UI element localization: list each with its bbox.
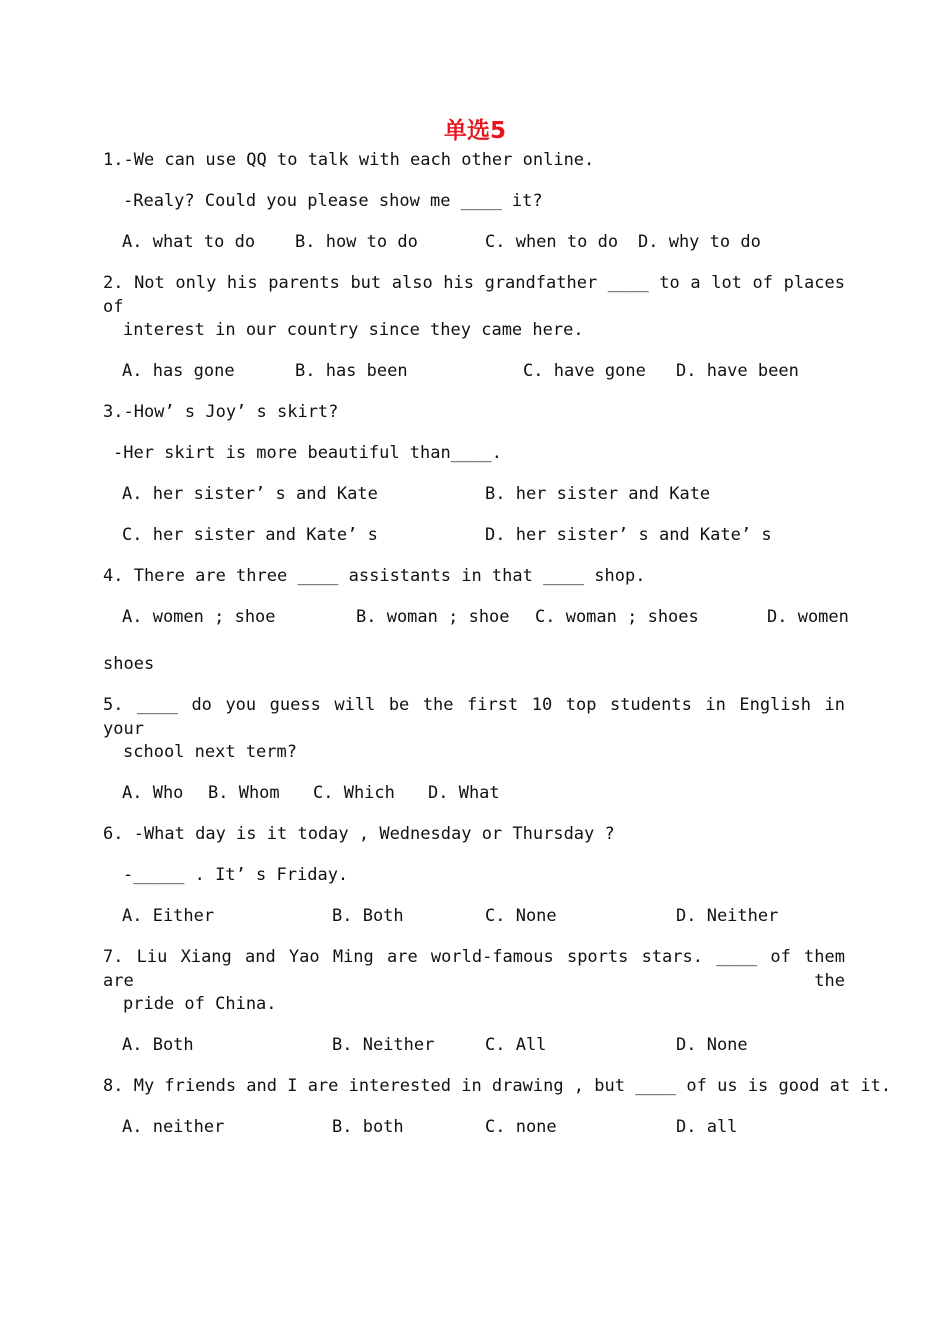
question-4-option-c: C. woman ; shoes xyxy=(535,607,699,627)
question-1-option-c: C. when to do xyxy=(485,232,619,252)
question-5-line-2: school next term? xyxy=(123,742,297,762)
question-8-option-c: C. none xyxy=(485,1117,557,1137)
question-3-option-c: C. her sister and Kate’ s xyxy=(122,525,378,545)
question-5-stem: 5. ____ do you guess will be the first 10 top students in English in your xyxy=(103,695,845,739)
question-6-option-c: C. None xyxy=(485,906,557,926)
question-4-option-d-continued: shoes xyxy=(103,654,155,674)
question-6-option-a: A. Either xyxy=(122,906,215,926)
question-4-option-a: A. women ; shoe xyxy=(122,607,276,627)
question-8-option-d: D. all xyxy=(676,1117,738,1137)
question-3-option-a: A. her sister’ s and Kate xyxy=(122,484,378,504)
question-3-stem: 3.-How’ s Joy’ s skirt? xyxy=(103,402,339,422)
question-8-stem: 8. My friends and I are interested in drawing , but ____ of us is good at it. xyxy=(103,1076,892,1096)
question-1-line-2: -Realy? Could you please show me ____ it? xyxy=(123,191,543,211)
question-8-option-a: A. neither xyxy=(122,1117,225,1137)
question-7-option-b: B. Neither xyxy=(332,1035,435,1055)
question-6-option-d: D. Neither xyxy=(676,906,779,926)
question-3-line-2: -Her skirt is more beautiful than____. xyxy=(113,443,502,463)
question-6-line-2: -_____ . It’ s Friday. xyxy=(123,865,349,885)
question-4-option-d: D. women xyxy=(767,607,849,627)
question-6-stem: 6. -What day is it today , Wednesday or Thursday ? xyxy=(103,824,615,844)
question-3-option-d: D. her sister’ s and Kate’ s xyxy=(485,525,772,545)
question-5-option-d: D. What xyxy=(428,783,500,803)
question-7-stem: 7. Liu Xiang and Yao Ming are world-famous sports stars. ____ of them are the xyxy=(103,947,845,991)
question-2-option-b: B. has been xyxy=(295,361,408,381)
question-3-option-b: B. her sister and Kate xyxy=(485,484,711,504)
question-7-option-a: A. Both xyxy=(122,1035,194,1055)
page-title: 单选5 xyxy=(443,118,506,144)
question-4-option-b: B. woman ; shoe xyxy=(356,607,510,627)
question-5-option-c: C. Which xyxy=(313,783,395,803)
question-7-line-2: pride of China. xyxy=(123,994,277,1014)
question-2-option-a: A. has gone xyxy=(122,361,235,381)
question-2-option-c: C. have gone xyxy=(523,361,646,381)
question-2-stem: 2. Not only his parents but also his grandfather ____ to a lot of places of xyxy=(103,273,845,317)
question-7-option-c: C. All xyxy=(485,1035,547,1055)
question-1-stem: 1.-We can use QQ to talk with each other online. xyxy=(103,150,595,170)
question-4-stem: 4. There are three ____ assistants in that ____ shop. xyxy=(103,566,646,586)
question-1-option-d: D. why to do xyxy=(638,232,761,252)
question-8-option-b: B. both xyxy=(332,1117,404,1137)
question-7-option-d: D. None xyxy=(676,1035,748,1055)
question-5-option-a: A. Who xyxy=(122,783,184,803)
question-5-option-b: B. Whom xyxy=(208,783,280,803)
question-1-option-a: A. what to do xyxy=(122,232,256,252)
question-2-option-d: D. have been xyxy=(676,361,799,381)
question-6-option-b: B. Both xyxy=(332,906,404,926)
question-1-option-b: B. how to do xyxy=(295,232,418,252)
question-2-line-2: interest in our country since they came here. xyxy=(123,320,584,340)
